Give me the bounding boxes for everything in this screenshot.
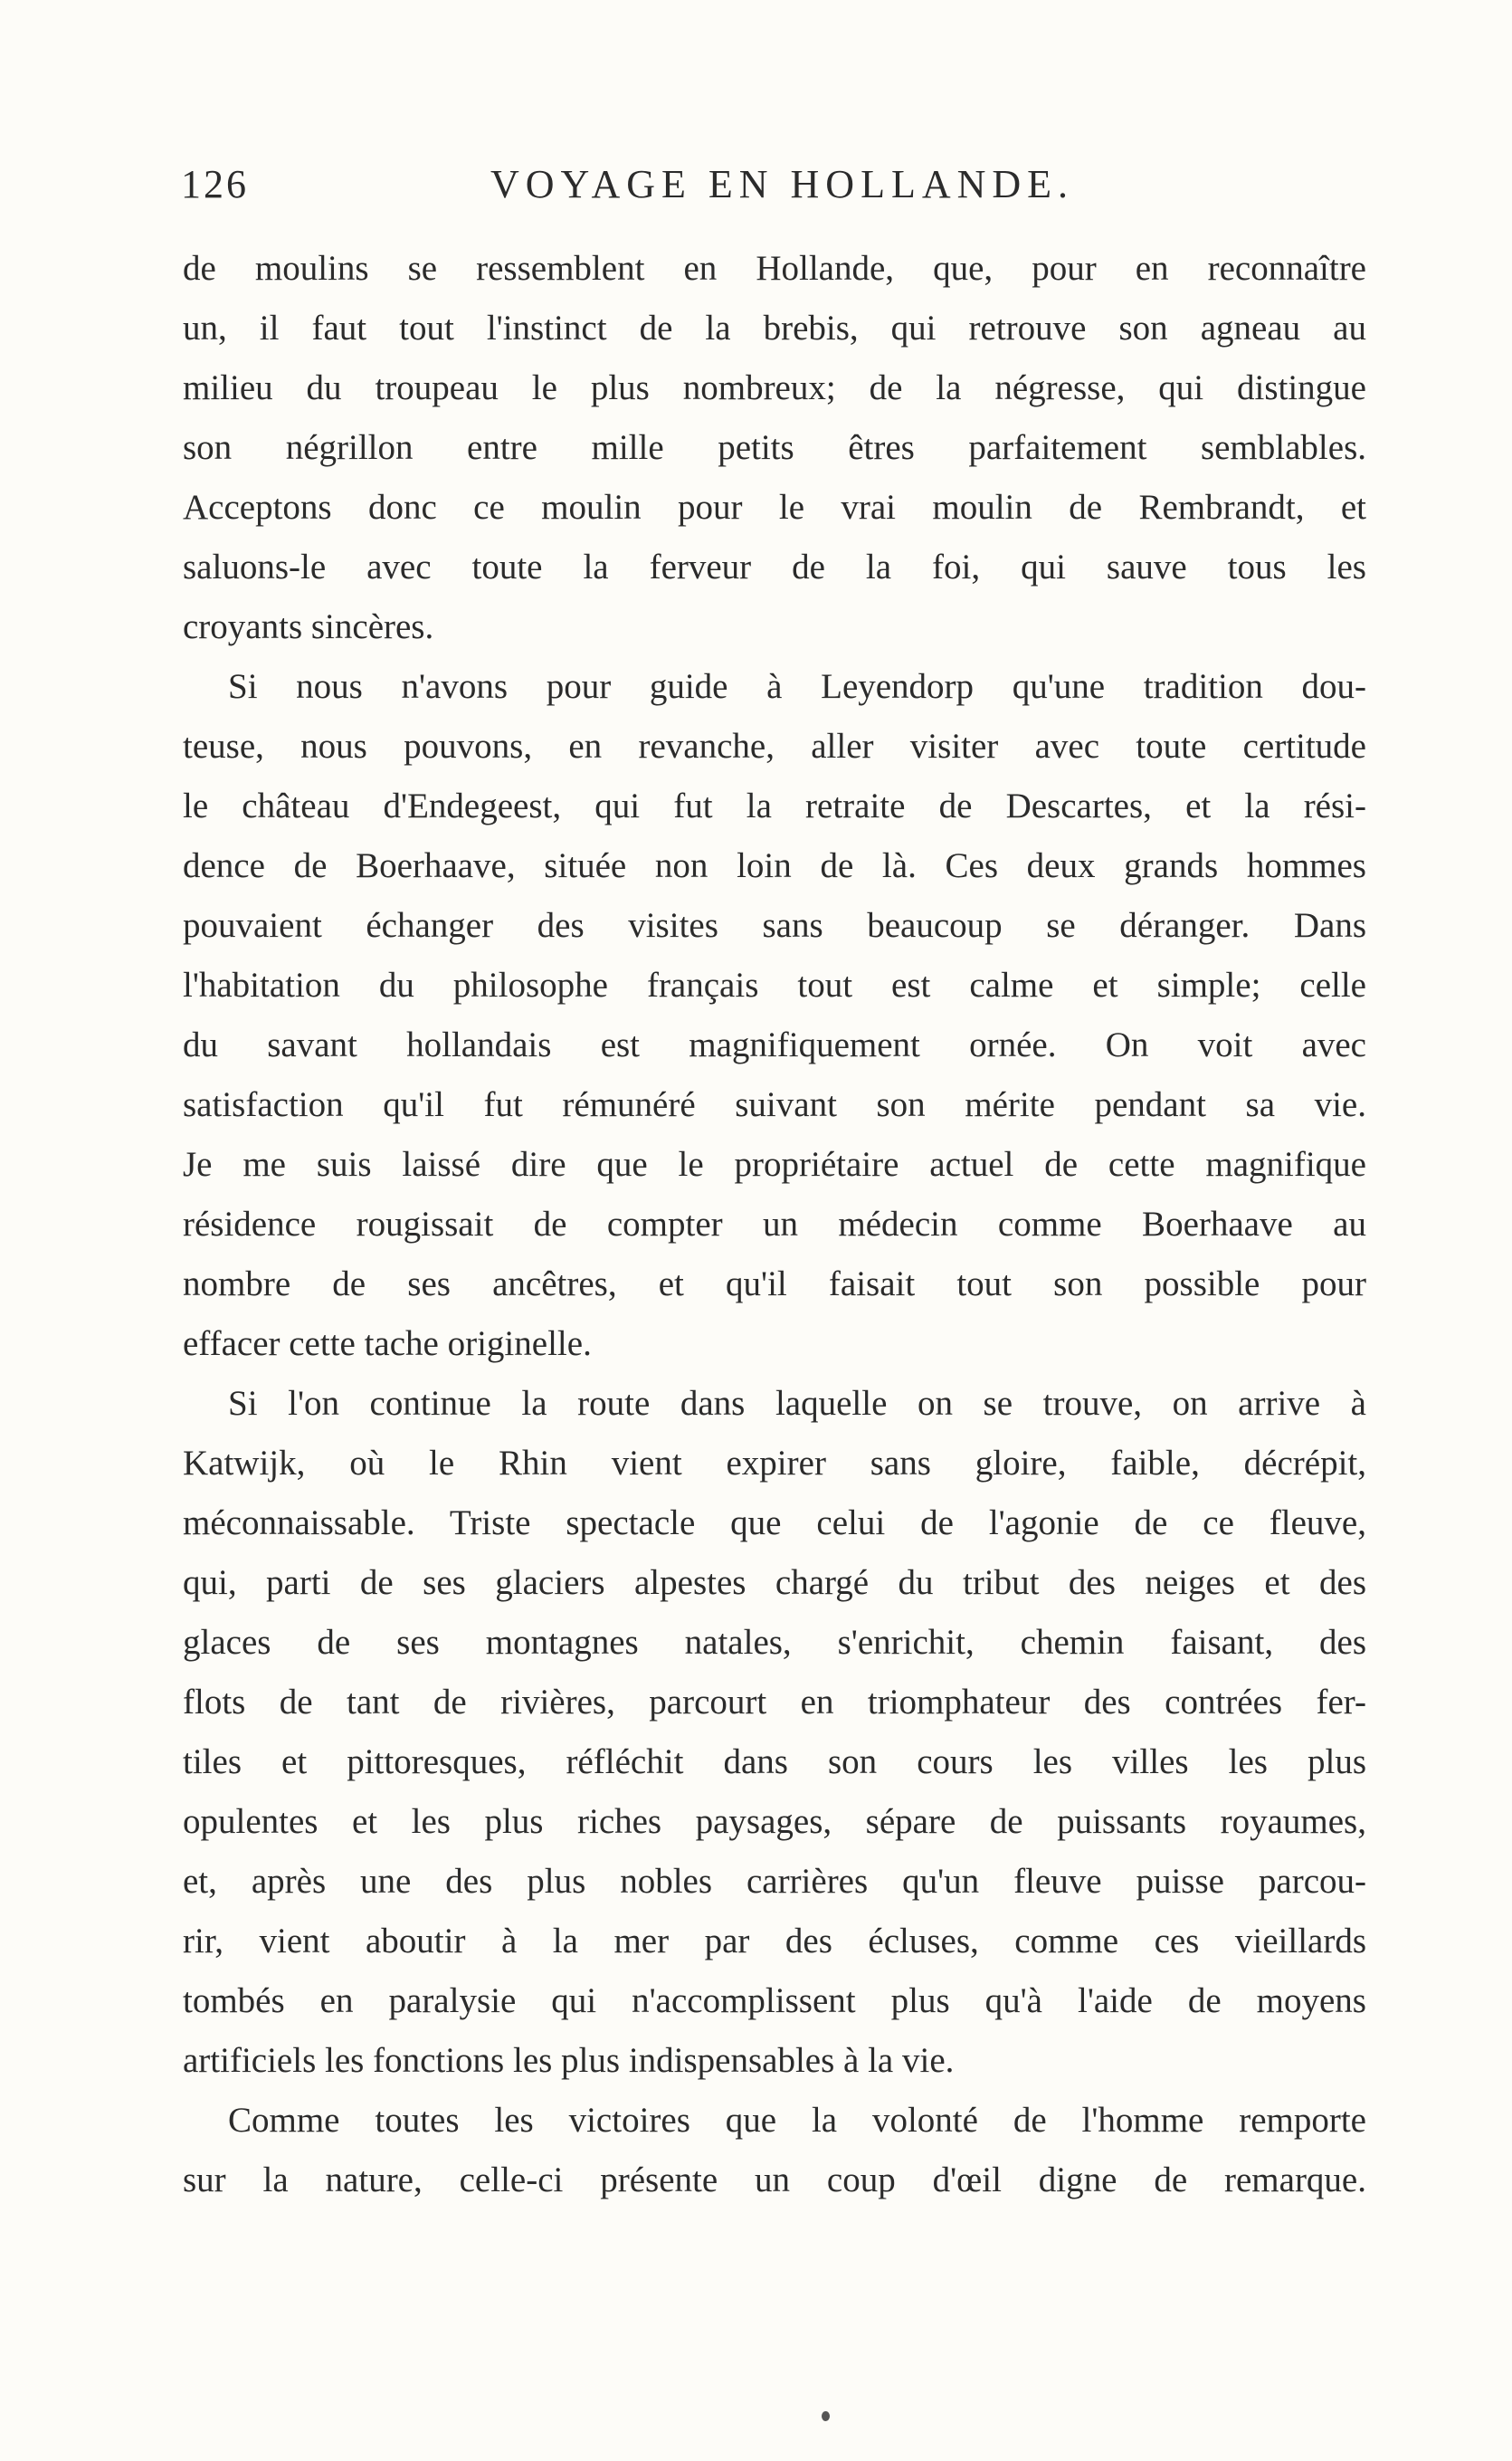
text-line: croyants sincères. [183,607,434,646]
body-text [183,239,1366,2210]
text-line: méconnaissable. Triste spectacle que celui de l'agonie de ce fleuve, [183,1503,1366,1542]
text-line: qui, parti de ses glaciers alpestes chargé du tribut des neiges et des [183,1563,1366,1602]
page-number: 126 [181,162,249,206]
running-head [181,161,1366,215]
text-line: et, après une des plus nobles carrières qu'un fleuve puisse parcou- [183,1862,1366,1901]
paragraph [183,2091,1366,2210]
text-line: Acceptons donc ce moulin pour le vrai moulin de Rembrandt, et [183,488,1366,527]
printer-mark-dot [822,2411,830,2421]
text-line: dence de Boerhaave, située non loin de là. Ces deux grands hommes [183,846,1366,885]
text-line: pouvaient échanger des visites sans beaucoup se déranger. Dans [183,906,1366,945]
text-line: milieu du troupeau le plus nombreux; de la négresse, qui distingue [183,368,1366,407]
text-line: un, il faut tout l'instinct de la brebis, qui retrouve son agneau au [183,309,1366,348]
text-line: le château d'Endegeest, qui fut la retraite de Descartes, et la rési- [183,787,1366,825]
text-line: de moulins se ressemblent en Hollande, que, pour en reconnaître [183,249,1366,288]
paragraph [183,1374,1366,2091]
text-line: Comme toutes les victoires que la volonté de l'homme remporte [228,2101,1366,2140]
text-line: glaces de ses montagnes natales, s'enrichit, chemin faisant, des [183,1623,1366,1662]
text-line: tombés en paralysie qui n'accomplissent plus qu'à l'aide de moyens [183,1981,1366,2020]
text-line: Si nous n'avons pour guide à Leyendorp qu'une tradition dou- [228,667,1366,706]
text-line: sur la nature, celle-ci présente un coup d'œil digne de remarque. [183,2161,1366,2199]
text-line: satisfaction qu'il fut rémunéré suivant son mérite pendant sa vie. [183,1085,1366,1124]
text-line: rir, vient aboutir à la mer par des écluses, comme ces vieillards [183,1922,1366,1960]
text-line: nombre de ses ancêtres, et qu'il faisait tout son possible pour [183,1264,1366,1303]
paragraph [183,657,1366,1374]
text-line: opulentes et les plus riches paysages, sépare de puissants royaumes, [183,1802,1366,1841]
text-line: Si l'on continue la route dans laquelle on se trouve, on arrive à [228,1384,1366,1423]
text-line: l'habitation du philosophe français tout est calme et simple; celle [183,966,1366,1005]
text-line: résidence rougissait de compter un médecin comme Boerhaave au [183,1205,1366,1244]
text-line: Katwijk, où le Rhin vient expirer sans gloire, faible, décrépit, [183,1444,1366,1483]
text-line: du savant hollandais est magnifiquement ornée. On voit avec [183,1025,1366,1064]
paragraph [183,239,1366,657]
text-line: artificiels les fonctions les plus indispensables à la vie. [183,2041,955,2080]
text-line: saluons-le avec toute la ferveur de la foi, qui sauve tous les [183,548,1366,587]
text-line: Je me suis laissé dire que le propriétaire actuel de cette magnifique [183,1145,1366,1184]
text-line: teuse, nous pouvons, en revanche, aller visiter avec toute certitude [183,727,1366,766]
text-line: effacer cette tache originelle. [183,1324,592,1363]
text-line: tiles et pittoresques, réfléchit dans son cours les villes les plus [183,1742,1366,1781]
text-line: son négrillon entre mille petits êtres parfaitement semblables. [183,428,1366,467]
text-line: flots de tant de rivières, parcourt en triomphateur des contrées fer- [183,1683,1366,1722]
running-title: VOYAGE EN HOLLANDE. [490,162,1075,206]
